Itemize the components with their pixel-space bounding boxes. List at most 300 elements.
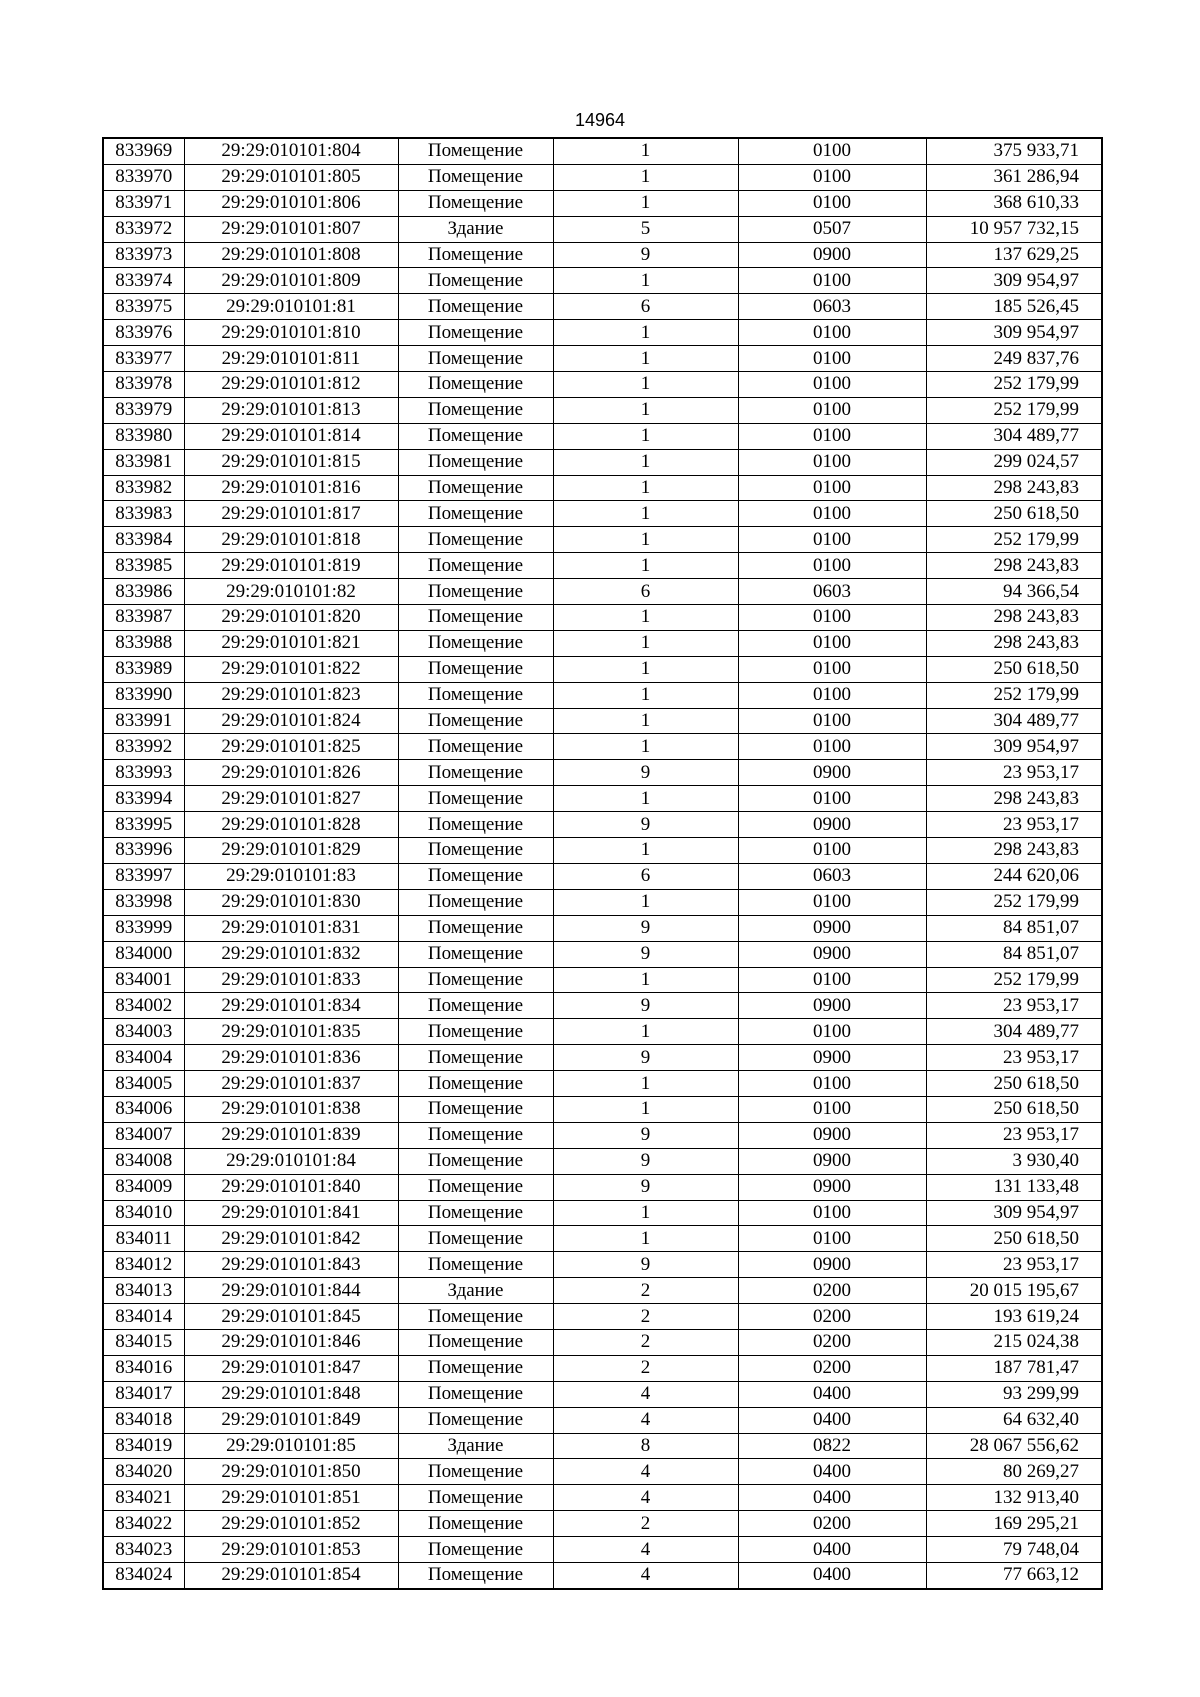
object-type-cell: Помещение — [398, 1148, 553, 1174]
cadastral-value-cell: 94 366,54 — [926, 579, 1102, 605]
table-row — [103, 242, 1102, 268]
cadastral-number-cell: 29:29:010101:83 — [184, 863, 398, 889]
subgroup-code-cell: 0100 — [738, 889, 926, 915]
object-type-cell: Помещение — [398, 1252, 553, 1278]
table-row — [103, 889, 1102, 915]
table-row — [103, 190, 1102, 216]
subgroup-code-cell: 0900 — [738, 1045, 926, 1071]
cadastral-number-cell: 29:29:010101:810 — [184, 320, 398, 346]
cadastral-number-cell: 29:29:010101:806 — [184, 190, 398, 216]
row-number-cell: 833996 — [103, 838, 184, 864]
cadastral-number-cell: 29:29:010101:850 — [184, 1459, 398, 1485]
table-row — [103, 320, 1102, 346]
table-row — [103, 605, 1102, 631]
cadastral-value-cell: 84 851,07 — [926, 941, 1102, 967]
cadastral-number-cell: 29:29:010101:837 — [184, 1071, 398, 1097]
row-number-cell: 834009 — [103, 1174, 184, 1200]
table-row — [103, 553, 1102, 579]
cadastral-value-cell: 250 618,50 — [926, 1096, 1102, 1122]
cadastral-number-cell: 29:29:010101:805 — [184, 164, 398, 190]
row-number-cell: 834007 — [103, 1122, 184, 1148]
table-row — [103, 346, 1102, 372]
object-type-cell: Помещение — [398, 242, 553, 268]
table-row — [103, 1537, 1102, 1563]
group-cell: 9 — [553, 915, 738, 941]
cadastral-value-cell: 10 957 732,15 — [926, 216, 1102, 242]
cadastral-value-cell: 3 930,40 — [926, 1148, 1102, 1174]
object-type-cell: Помещение — [398, 915, 553, 941]
row-number-cell: 834008 — [103, 1148, 184, 1174]
row-number-cell: 834021 — [103, 1485, 184, 1511]
table-row — [103, 1174, 1102, 1200]
group-cell: 9 — [553, 1148, 738, 1174]
group-cell: 4 — [553, 1537, 738, 1563]
row-number-cell: 833971 — [103, 190, 184, 216]
cadastral-number-cell: 29:29:010101:817 — [184, 501, 398, 527]
object-type-cell: Помещение — [398, 164, 553, 190]
cadastral-value-cell: 309 954,97 — [926, 734, 1102, 760]
cadastral-value-cell: 304 489,77 — [926, 1019, 1102, 1045]
subgroup-code-cell: 0100 — [738, 346, 926, 372]
group-cell: 1 — [553, 786, 738, 812]
group-cell: 1 — [553, 397, 738, 423]
table-row — [103, 579, 1102, 605]
cadastral-value-cell: 77 663,12 — [926, 1562, 1102, 1588]
subgroup-code-cell: 0900 — [738, 941, 926, 967]
cadastral-number-cell: 29:29:010101:840 — [184, 1174, 398, 1200]
cadastral-number-cell: 29:29:010101:835 — [184, 1019, 398, 1045]
subgroup-code-cell: 0100 — [738, 397, 926, 423]
subgroup-code-cell: 0100 — [738, 320, 926, 346]
cadastral-value-cell: 23 953,17 — [926, 1045, 1102, 1071]
row-number-cell: 833981 — [103, 449, 184, 475]
row-number-cell: 833983 — [103, 501, 184, 527]
object-type-cell: Помещение — [398, 1174, 553, 1200]
object-type-cell: Помещение — [398, 1381, 553, 1407]
subgroup-code-cell: 0100 — [738, 423, 926, 449]
cadastral-value-cell: 137 629,25 — [926, 242, 1102, 268]
object-type-cell: Помещение — [398, 838, 553, 864]
row-number-cell: 834022 — [103, 1511, 184, 1537]
cadastral-number-cell: 29:29:010101:81 — [184, 294, 398, 320]
subgroup-code-cell: 0900 — [738, 1252, 926, 1278]
table-row — [103, 268, 1102, 294]
row-number-cell: 834015 — [103, 1329, 184, 1355]
table-row — [103, 786, 1102, 812]
object-type-cell: Помещение — [398, 1511, 553, 1537]
cadastral-value-cell: 28 067 556,62 — [926, 1433, 1102, 1459]
object-type-cell: Помещение — [398, 630, 553, 656]
object-type-cell: Помещение — [398, 656, 553, 682]
object-type-cell: Помещение — [398, 294, 553, 320]
table-row — [103, 501, 1102, 527]
cadastral-value-cell: 298 243,83 — [926, 786, 1102, 812]
row-number-cell: 834001 — [103, 967, 184, 993]
subgroup-code-cell: 0100 — [738, 1226, 926, 1252]
cadastral-number-cell: 29:29:010101:826 — [184, 760, 398, 786]
group-cell: 1 — [553, 838, 738, 864]
table-row — [103, 1096, 1102, 1122]
object-type-cell: Помещение — [398, 397, 553, 423]
subgroup-code-cell: 0100 — [738, 475, 926, 501]
row-number-cell: 833988 — [103, 630, 184, 656]
group-cell: 1 — [553, 475, 738, 501]
cadastral-number-cell: 29:29:010101:819 — [184, 553, 398, 579]
row-number-cell: 833990 — [103, 682, 184, 708]
group-cell: 6 — [553, 579, 738, 605]
group-cell: 1 — [553, 708, 738, 734]
cadastral-value-cell: 187 781,47 — [926, 1355, 1102, 1381]
object-type-cell: Здание — [398, 1433, 553, 1459]
cadastral-number-cell: 29:29:010101:85 — [184, 1433, 398, 1459]
subgroup-code-cell: 0100 — [738, 1200, 926, 1226]
subgroup-code-cell: 0900 — [738, 1122, 926, 1148]
cadastral-number-cell: 29:29:010101:808 — [184, 242, 398, 268]
object-type-cell: Помещение — [398, 605, 553, 631]
row-number-cell: 834010 — [103, 1200, 184, 1226]
cadastral-value-cell: 93 299,99 — [926, 1381, 1102, 1407]
object-type-cell: Помещение — [398, 320, 553, 346]
subgroup-code-cell: 0100 — [738, 1096, 926, 1122]
object-type-cell: Помещение — [398, 1355, 553, 1381]
cadastral-value-cell: 304 489,77 — [926, 423, 1102, 449]
cadastral-number-cell: 29:29:010101:824 — [184, 708, 398, 734]
subgroup-code-cell: 0100 — [738, 268, 926, 294]
cadastral-value-cell: 23 953,17 — [926, 1252, 1102, 1278]
group-cell: 9 — [553, 760, 738, 786]
group-cell: 2 — [553, 1329, 738, 1355]
cadastral-number-cell: 29:29:010101:854 — [184, 1562, 398, 1588]
subgroup-code-cell: 0900 — [738, 993, 926, 1019]
cadastral-value-cell: 252 179,99 — [926, 527, 1102, 553]
cadastral-number-cell: 29:29:010101:829 — [184, 838, 398, 864]
cadastral-number-cell: 29:29:010101:816 — [184, 475, 398, 501]
object-type-cell: Помещение — [398, 501, 553, 527]
table-row — [103, 1045, 1102, 1071]
object-type-cell: Помещение — [398, 138, 553, 164]
group-cell: 1 — [553, 553, 738, 579]
group-cell: 1 — [553, 501, 738, 527]
subgroup-code-cell: 0603 — [738, 579, 926, 605]
row-number-cell: 833998 — [103, 889, 184, 915]
row-number-cell: 833969 — [103, 138, 184, 164]
table-row — [103, 967, 1102, 993]
subgroup-code-cell: 0100 — [738, 682, 926, 708]
row-number-cell: 834003 — [103, 1019, 184, 1045]
cadastral-value-cell: 23 953,17 — [926, 993, 1102, 1019]
cadastral-number-cell: 29:29:010101:82 — [184, 579, 398, 605]
cadastral-number-cell: 29:29:010101:842 — [184, 1226, 398, 1252]
table-row — [103, 1278, 1102, 1304]
group-cell: 1 — [553, 190, 738, 216]
cadastral-number-cell: 29:29:010101:811 — [184, 346, 398, 372]
table-body — [103, 138, 1102, 1589]
table-row — [103, 216, 1102, 242]
cadastral-value-cell: 20 015 195,67 — [926, 1278, 1102, 1304]
table-row — [103, 1355, 1102, 1381]
object-type-cell: Помещение — [398, 941, 553, 967]
table-row — [103, 1511, 1102, 1537]
table-row — [103, 164, 1102, 190]
cadastral-number-cell: 29:29:010101:846 — [184, 1329, 398, 1355]
group-cell: 1 — [553, 372, 738, 398]
cadastral-value-cell: 375 933,71 — [926, 138, 1102, 164]
subgroup-code-cell: 0100 — [738, 605, 926, 631]
group-cell: 1 — [553, 630, 738, 656]
subgroup-code-cell: 0200 — [738, 1304, 926, 1330]
group-cell: 4 — [553, 1485, 738, 1511]
object-type-cell: Помещение — [398, 1071, 553, 1097]
table-row — [103, 1329, 1102, 1355]
object-type-cell: Помещение — [398, 1019, 553, 1045]
object-type-cell: Помещение — [398, 1122, 553, 1148]
cadastral-value-cell: 298 243,83 — [926, 838, 1102, 864]
row-number-cell: 834005 — [103, 1071, 184, 1097]
subgroup-code-cell: 0822 — [738, 1433, 926, 1459]
subgroup-code-cell: 0507 — [738, 216, 926, 242]
cadastral-value-cell: 80 269,27 — [926, 1459, 1102, 1485]
group-cell: 2 — [553, 1304, 738, 1330]
row-number-cell: 833975 — [103, 294, 184, 320]
page-number: 14964 — [574, 110, 626, 130]
group-cell: 9 — [553, 941, 738, 967]
subgroup-code-cell: 0100 — [738, 164, 926, 190]
row-number-cell: 833979 — [103, 397, 184, 423]
subgroup-code-cell: 0900 — [738, 812, 926, 838]
cadastral-value-cell: 252 179,99 — [926, 682, 1102, 708]
group-cell: 9 — [553, 242, 738, 268]
group-cell: 1 — [553, 967, 738, 993]
cadastral-value-cell: 84 851,07 — [926, 915, 1102, 941]
object-type-cell: Помещение — [398, 475, 553, 501]
table-row — [103, 863, 1102, 889]
object-type-cell: Помещение — [398, 863, 553, 889]
cadastral-number-cell: 29:29:010101:84 — [184, 1148, 398, 1174]
subgroup-code-cell: 0100 — [738, 838, 926, 864]
subgroup-code-cell: 0400 — [738, 1537, 926, 1563]
row-number-cell: 834012 — [103, 1252, 184, 1278]
subgroup-code-cell: 0100 — [738, 1071, 926, 1097]
group-cell: 4 — [553, 1381, 738, 1407]
row-number-cell: 834000 — [103, 941, 184, 967]
group-cell: 1 — [553, 1096, 738, 1122]
table-row — [103, 915, 1102, 941]
object-type-cell: Помещение — [398, 1200, 553, 1226]
subgroup-code-cell: 0400 — [738, 1459, 926, 1485]
table-row — [103, 1071, 1102, 1097]
table-row — [103, 1433, 1102, 1459]
object-type-cell: Помещение — [398, 1459, 553, 1485]
cadastral-number-cell: 29:29:010101:813 — [184, 397, 398, 423]
cadastral-number-cell: 29:29:010101:832 — [184, 941, 398, 967]
row-number-cell: 834024 — [103, 1562, 184, 1588]
row-number-cell: 834013 — [103, 1278, 184, 1304]
row-number-cell: 834014 — [103, 1304, 184, 1330]
table-row — [103, 1019, 1102, 1045]
row-number-cell: 833999 — [103, 915, 184, 941]
cadastral-value-cell: 361 286,94 — [926, 164, 1102, 190]
table-row — [103, 1381, 1102, 1407]
table-row — [103, 1148, 1102, 1174]
row-number-cell: 833976 — [103, 320, 184, 346]
cadastral-value-cell: 304 489,77 — [926, 708, 1102, 734]
object-type-cell: Помещение — [398, 1045, 553, 1071]
row-number-cell: 833982 — [103, 475, 184, 501]
group-cell: 9 — [553, 1174, 738, 1200]
object-type-cell: Помещение — [398, 1329, 553, 1355]
cadastral-number-cell: 29:29:010101:849 — [184, 1407, 398, 1433]
table-row — [103, 1252, 1102, 1278]
row-number-cell: 833985 — [103, 553, 184, 579]
table-row — [103, 1226, 1102, 1252]
row-number-cell: 833973 — [103, 242, 184, 268]
group-cell: 1 — [553, 449, 738, 475]
table-row — [103, 397, 1102, 423]
subgroup-code-cell: 0603 — [738, 294, 926, 320]
table-row — [103, 294, 1102, 320]
cadastral-value-cell: 298 243,83 — [926, 553, 1102, 579]
table-row — [103, 993, 1102, 1019]
cadastral-value-cell: 250 618,50 — [926, 656, 1102, 682]
table-row — [103, 138, 1102, 164]
cadastral-value-cell: 252 179,99 — [926, 889, 1102, 915]
object-type-cell: Помещение — [398, 1562, 553, 1588]
subgroup-code-cell: 0100 — [738, 708, 926, 734]
object-type-cell: Помещение — [398, 553, 553, 579]
group-cell: 9 — [553, 1252, 738, 1278]
group-cell: 1 — [553, 1226, 738, 1252]
cadastral-value-cell: 215 024,38 — [926, 1329, 1102, 1355]
row-number-cell: 834018 — [103, 1407, 184, 1433]
cadastral-number-cell: 29:29:010101:843 — [184, 1252, 398, 1278]
subgroup-code-cell: 0400 — [738, 1381, 926, 1407]
subgroup-code-cell: 0900 — [738, 1148, 926, 1174]
row-number-cell: 833984 — [103, 527, 184, 553]
cadastral-number-cell: 29:29:010101:822 — [184, 656, 398, 682]
object-type-cell: Здание — [398, 216, 553, 242]
group-cell: 6 — [553, 863, 738, 889]
group-cell: 6 — [553, 294, 738, 320]
object-type-cell: Помещение — [398, 372, 553, 398]
row-number-cell: 833977 — [103, 346, 184, 372]
cadastral-value-cell: 193 619,24 — [926, 1304, 1102, 1330]
object-type-cell: Помещение — [398, 993, 553, 1019]
group-cell: 1 — [553, 320, 738, 346]
subgroup-code-cell: 0100 — [738, 501, 926, 527]
row-number-cell: 833992 — [103, 734, 184, 760]
cadastral-value-cell: 298 243,83 — [926, 475, 1102, 501]
cadastral-value-cell: 309 954,97 — [926, 320, 1102, 346]
subgroup-code-cell: 0100 — [738, 967, 926, 993]
subgroup-code-cell: 0200 — [738, 1355, 926, 1381]
cadastral-number-cell: 29:29:010101:844 — [184, 1278, 398, 1304]
row-number-cell: 833978 — [103, 372, 184, 398]
row-number-cell: 833989 — [103, 656, 184, 682]
table-row — [103, 812, 1102, 838]
group-cell: 1 — [553, 346, 738, 372]
subgroup-code-cell: 0100 — [738, 527, 926, 553]
cadastral-value-cell: 299 024,57 — [926, 449, 1102, 475]
cadastral-number-cell: 29:29:010101:851 — [184, 1485, 398, 1511]
subgroup-code-cell: 0900 — [738, 915, 926, 941]
group-cell: 1 — [553, 734, 738, 760]
object-type-cell: Здание — [398, 1278, 553, 1304]
row-number-cell: 833994 — [103, 786, 184, 812]
object-type-cell: Помещение — [398, 734, 553, 760]
cadastral-number-cell: 29:29:010101:820 — [184, 605, 398, 631]
subgroup-code-cell: 0400 — [738, 1407, 926, 1433]
table-row — [103, 630, 1102, 656]
row-number-cell: 833987 — [103, 605, 184, 631]
table-row — [103, 1485, 1102, 1511]
cadastral-value-cell: 298 243,83 — [926, 630, 1102, 656]
group-cell: 1 — [553, 268, 738, 294]
subgroup-code-cell: 0100 — [738, 138, 926, 164]
cadastral-number-cell: 29:29:010101:845 — [184, 1304, 398, 1330]
object-type-cell: Помещение — [398, 190, 553, 216]
cadastral-value-cell: 23 953,17 — [926, 812, 1102, 838]
row-number-cell: 834019 — [103, 1433, 184, 1459]
table-row — [103, 372, 1102, 398]
subgroup-code-cell: 0100 — [738, 786, 926, 812]
subgroup-code-cell: 0900 — [738, 1174, 926, 1200]
group-cell: 1 — [553, 605, 738, 631]
table-row — [103, 734, 1102, 760]
cadastral-value-cell: 309 954,97 — [926, 268, 1102, 294]
cadastral-number-cell: 29:29:010101:848 — [184, 1381, 398, 1407]
subgroup-code-cell: 0100 — [738, 553, 926, 579]
cadastral-number-cell: 29:29:010101:852 — [184, 1511, 398, 1537]
table-row — [103, 708, 1102, 734]
table-row — [103, 656, 1102, 682]
row-number-cell: 833995 — [103, 812, 184, 838]
group-cell: 4 — [553, 1407, 738, 1433]
cadastral-number-cell: 29:29:010101:853 — [184, 1537, 398, 1563]
subgroup-code-cell: 0100 — [738, 630, 926, 656]
group-cell: 9 — [553, 1122, 738, 1148]
subgroup-code-cell: 0400 — [738, 1485, 926, 1511]
group-cell: 1 — [553, 138, 738, 164]
cadastral-number-cell: 29:29:010101:812 — [184, 372, 398, 398]
cadastral-value-cell: 23 953,17 — [926, 1122, 1102, 1148]
cadastral-value-cell: 368 610,33 — [926, 190, 1102, 216]
table-row — [103, 1562, 1102, 1588]
subgroup-code-cell: 0100 — [738, 372, 926, 398]
group-cell: 1 — [553, 1071, 738, 1097]
cadastral-value-cell: 250 618,50 — [926, 1226, 1102, 1252]
group-cell: 9 — [553, 812, 738, 838]
subgroup-code-cell: 0200 — [738, 1278, 926, 1304]
subgroup-code-cell: 0603 — [738, 863, 926, 889]
group-cell: 1 — [553, 423, 738, 449]
group-cell: 4 — [553, 1459, 738, 1485]
group-cell: 1 — [553, 1200, 738, 1226]
table-row — [103, 838, 1102, 864]
group-cell: 1 — [553, 1019, 738, 1045]
group-cell: 1 — [553, 527, 738, 553]
cadastral-number-cell: 29:29:010101:847 — [184, 1355, 398, 1381]
object-type-cell: Помещение — [398, 967, 553, 993]
row-number-cell: 834016 — [103, 1355, 184, 1381]
cadastral-value-cell: 169 295,21 — [926, 1511, 1102, 1537]
group-cell: 1 — [553, 656, 738, 682]
object-type-cell: Помещение — [398, 346, 553, 372]
table-row — [103, 1200, 1102, 1226]
row-number-cell: 834004 — [103, 1045, 184, 1071]
cadastral-number-cell: 29:29:010101:807 — [184, 216, 398, 242]
row-number-cell: 833993 — [103, 760, 184, 786]
subgroup-code-cell: 0900 — [738, 760, 926, 786]
